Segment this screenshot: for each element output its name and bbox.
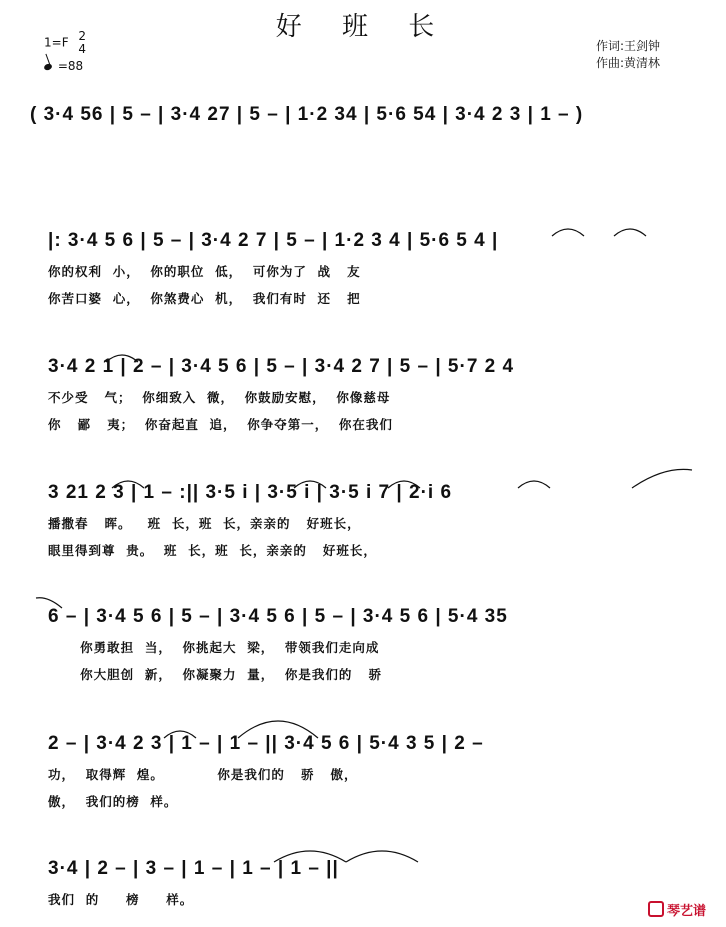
staff-6-lyric-1: 我们 的 榜 样。 [48, 892, 194, 907]
staff-1-lyric-2: 你苦口婆 心， 你煞费心 机， 我们有时 还 把 [48, 291, 361, 306]
lyricist: 作词:王剑钟 [596, 39, 661, 53]
staff-intro-notes: ( 3·4 56 | 5 – | 3·4 27 | 5 – | 1·2 34 | 5·6 54 | 3·4 2 3 | 1 – ) [30, 104, 584, 125]
key-signature: 1=F [44, 35, 69, 50]
logo-icon [648, 901, 664, 917]
staff-4-lyric-2: 你大胆创 新， 你凝聚力 量， 你是我们的 骄 [48, 667, 382, 682]
watermark-text: 琴艺谱 [667, 904, 707, 919]
staff-2-notes: 3·4 2 1 | 2 – | 3·4 5 6 | 5 – | 3·4 2 7 | 5 – | 5·7 2 4 [48, 356, 515, 377]
watermark-logo [648, 900, 706, 919]
staff-6-notes: 3·4 | 2 – | 3 – | 1 – | 1 – | 1 – || [48, 858, 339, 879]
staff-1-notes: |: 3·4 5 6 | 5 – | 3·4 2 7 | 5 – | 1·2 3 4 | 5·6 5 4 | [48, 230, 499, 251]
staff-3-notes: 3 21 2 3 | 1 – :|| 3·5 i | 3·5 i | 3·5 i 7 | 2·i 6 [48, 482, 453, 503]
song-title: 好 班 长 [275, 12, 451, 42]
staff-5-notes: 2 – | 3·4 2 3 | 1 – | 1 – || 3·4 5 6 | 5·4 3 5 | 2 – [48, 733, 484, 754]
time-bottom: 4 [78, 42, 87, 56]
staff-5-lyric-2: 傲， 我们的榜 样。 [48, 794, 178, 809]
staff-2-lyric-1: 不少受 气； 你细致入 微， 你鼓励安慰， 你像慈母 [48, 390, 391, 405]
staff-4-lyric-1: 你勇敢担 当， 你挑起大 梁， 带领我们走向成 [48, 640, 380, 655]
time-top: 2 [78, 29, 87, 43]
staff-1-lyric-1: 你的权利 小， 你的职位 低， 可你为了 战 友 [48, 264, 361, 279]
staff-4-notes: 6 – | 3·4 5 6 | 5 – | 3·4 5 6 | 5 – | 3·4 5 6 | 5·4 35 [48, 606, 508, 627]
staff-5-lyric-1: 功， 取得辉 煌。 你是我们的 骄 傲， [48, 767, 358, 782]
staff-3-lyric-2: 眼里得到尊 贵。 班 长，班 长，亲亲的 好班长， [48, 543, 377, 558]
composer: 作曲:黄清林 [596, 56, 661, 70]
staff-3-lyric-1: 播撒春 晖。 班 长，班 长，亲亲的 好班长， [48, 516, 361, 531]
tempo: =88 [57, 59, 84, 73]
staff-2-lyric-2: 你 鄙 夷； 你奋起直 追， 你争夺第一， 你在我们 [48, 417, 393, 432]
